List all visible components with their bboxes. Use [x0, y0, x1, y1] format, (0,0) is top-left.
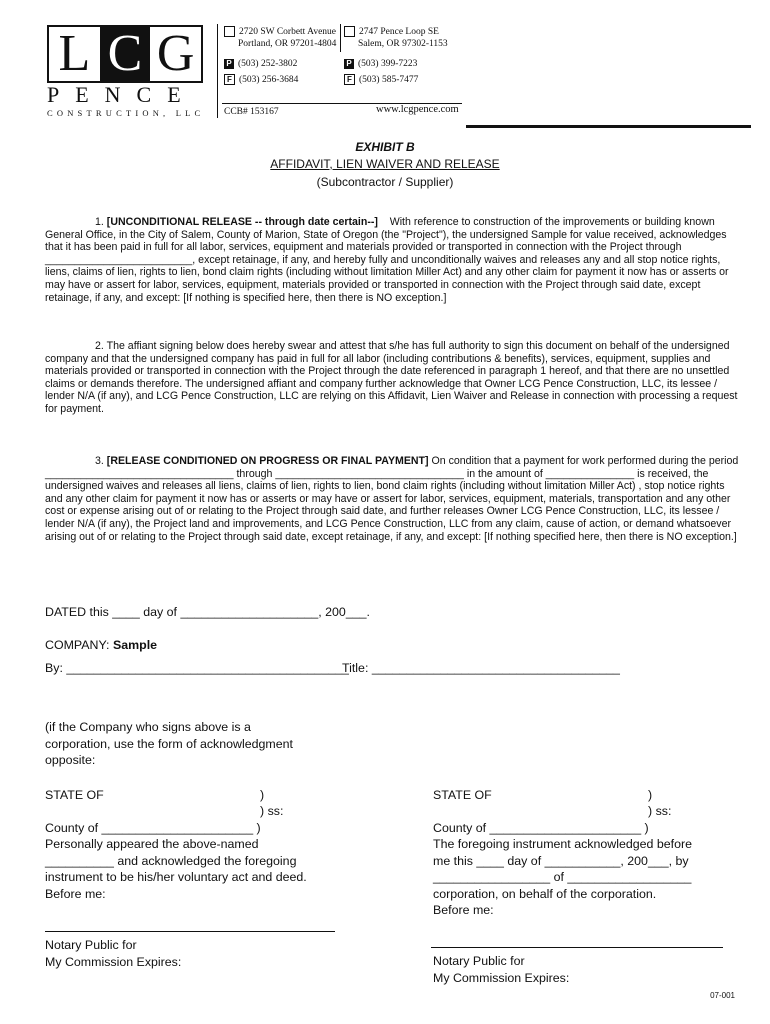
- left-commission-expires: My Commission Expires:: [45, 955, 182, 969]
- left-line-2[interactable]: __________ and acknowledged the foregoing: [45, 854, 297, 868]
- company-value: Sample: [112, 638, 158, 652]
- p3-amount-label: in the amount of: [463, 467, 546, 480]
- left-line-3: instrument to be his/her voluntary act and deed.: [45, 870, 307, 884]
- logo-subtitle: CONSTRUCTION, LLC: [47, 108, 205, 118]
- paragraph-2: [45, 340, 740, 416]
- p1-date-blank[interactable]: _________________________: [45, 253, 193, 266]
- office2-address: [344, 26, 448, 50]
- right-line-2[interactable]: me this ____ day of ___________, 200___, by: [433, 854, 689, 868]
- header-divider: [217, 24, 218, 118]
- p2-number: 2.: [95, 340, 104, 352]
- document-type: (Subcontractor / Supplier): [316, 175, 454, 189]
- office1-street: 2720 SW Corbett Avenue: [239, 27, 337, 37]
- p2-text: The affiant signing below does hereby swear and attest that s/he has full authority to sign this document on behalf of the undersigned company and that the undersigned company has paid in full for all labor (including contributions & benefits), services, equipment, supplies and materials provided or transported in connection with the Project through the date referenced in paragraph 1 hereof, and that there are no unsettled claims or demands therefore. The undersigned affiant and company further acknowledge that Owner LCG Pence Construction, LLC, its lessee / lender N/A (if any), and LCG Pence Construction, LLC are relying on this Affidavit, Lien Waiver and Release in connection with processing a request for payment.: [45, 340, 738, 415]
- right-state-label: STATE OF: [433, 788, 492, 802]
- left-county[interactable]: County of ______________________ ): [45, 821, 261, 835]
- left-state-paren: ): [260, 788, 265, 802]
- left-ss: ) ss:: [260, 804, 284, 818]
- office1-city: Portland, OR 97201-4804: [238, 39, 337, 49]
- by-line[interactable]: By: _________________________________________: [45, 661, 349, 675]
- right-line-3[interactable]: _________________ of __________________: [433, 870, 692, 884]
- corporation-note: (if the Company who signs above is a corporation, use the form of acknowledgment opposite:: [45, 720, 293, 767]
- exhibit-title: EXHIBIT B: [355, 140, 415, 154]
- p3-text-a: On condition that a payment for work performed during the period: [428, 455, 739, 467]
- p3-period-start-blank[interactable]: ________________________________: [45, 467, 234, 480]
- left-before-me: Before me:: [45, 887, 106, 901]
- p3-label: [RELEASE CONDITIONED ON PROGRESS OR FINAL PAYMENT]: [106, 455, 429, 467]
- dated-line[interactable]: DATED this ____ day of ____________________, 200___.: [45, 605, 370, 619]
- document-title: AFFIDAVIT, LIEN WAIVER AND RELEASE: [270, 157, 500, 171]
- office1-checkbox[interactable]: [224, 26, 235, 37]
- left-line-1: Personally appeared the above-named: [45, 837, 259, 851]
- office2-city: Salem, OR 97302-1153: [358, 39, 448, 49]
- logo-word: PENCE: [47, 82, 197, 107]
- right-state-paren: ): [648, 788, 653, 802]
- p1-number: 1.: [95, 216, 104, 228]
- header-thick-rule: [466, 125, 751, 128]
- logo-letter-c: C: [100, 27, 151, 81]
- p1-text-b: , except retainage, if any, and hereby fully and unconditionally waives and releases any and all stop notice rights, liens, claims of lien, rights to lien, bond claim rights (including without limitation Miller Act) and any other claim for payment it now has or asserts or may have or assert for labor, services, equipment, materials provided or transported in connection with the Project through said date, except retainage, if any, and except: [If nothing is specified here, then there is NO exception.]: [45, 253, 729, 304]
- office-divider: [340, 24, 341, 52]
- form-code: 07-001: [710, 991, 735, 1000]
- paragraph-1: [45, 216, 740, 304]
- right-commission-expires: My Commission Expires:: [433, 971, 570, 985]
- logo-letter-g: G: [156, 25, 195, 82]
- p1-text-a: With reference to construction of the improvements or building known General Office, in the City of Salem, County of Marion, State of Oregon (the "Project"), the undersigned Sample for value received, acknowledges that it has been paid in full for all labor, services, equipment and materials provided or transported in connection with the Project through: [45, 216, 727, 254]
- office2-fax: F (503) 585-7477: [344, 74, 418, 86]
- right-before-me: Before me:: [433, 903, 494, 917]
- website[interactable]: www.lcgpence.com: [376, 104, 459, 115]
- company-label: COMPANY:: [45, 638, 110, 652]
- right-line-4: corporation, on behalf of the corporation.: [433, 887, 657, 901]
- p3-text-b: is received, the undersigned waives and releases all liens, claims of lien, rights to lien, bond claim rights (including without limitation Miller Act) , stop notice rights and any other claim for payment it now has or asserts or may have or assert for labor, services, equipment, materials, transportation and any other cost or expense arising out of or relating to the Project through said date, and further releases Owner LCG Pence Construction, LLC, its lessee / lender N/A (if any), the Project land and improvements, and LCG Pence Construction, LLC from any claim, cause of action, or demand whatsoever arising out of or relating to the Project through said date, except retainage, if any, and except: [If nothing specified here, then there is NO exception.]: [45, 467, 737, 543]
- p3-through: through: [233, 467, 276, 480]
- right-notary-signature-line[interactable]: [431, 947, 723, 948]
- fax-icon: F: [344, 74, 355, 85]
- office2-phone: P (503) 399-7223: [344, 58, 417, 70]
- title-line[interactable]: Title: ____________________________________: [342, 661, 620, 675]
- p3-number: 3.: [95, 455, 104, 467]
- paragraph-3: [45, 455, 740, 543]
- office2-street: 2747 Pence Loop SE: [359, 27, 439, 37]
- phone-icon: P: [224, 59, 234, 69]
- left-notary-public: Notary Public for: [45, 938, 137, 952]
- office1-phone: P (503) 252-3802: [224, 58, 297, 70]
- office2-checkbox[interactable]: [344, 26, 355, 37]
- office1-fax: F (503) 256-3684: [224, 74, 298, 86]
- fax-icon: F: [224, 74, 235, 85]
- right-ss: ) ss:: [648, 804, 672, 818]
- right-line-1: The foregoing instrument acknowledged before: [433, 837, 692, 851]
- office1-address: [224, 26, 336, 50]
- p3-period-end-blank[interactable]: ________________________________: [275, 467, 464, 480]
- right-notary-public: Notary Public for: [433, 954, 525, 968]
- left-state-label: STATE OF: [45, 788, 104, 802]
- company-line: [45, 637, 157, 654]
- logo-letter-l: L: [58, 25, 91, 82]
- p1-label: [UNCONDITIONAL RELEASE -- through date certain--]: [106, 216, 378, 228]
- left-notary-signature-line[interactable]: [45, 931, 335, 932]
- company-logo: [47, 25, 203, 83]
- phone-icon: P: [344, 59, 354, 69]
- p3-amount-blank[interactable]: _______________: [545, 467, 635, 480]
- right-county[interactable]: County of ______________________ ): [433, 821, 649, 835]
- ccb-number: CCB# 153167: [224, 107, 279, 117]
